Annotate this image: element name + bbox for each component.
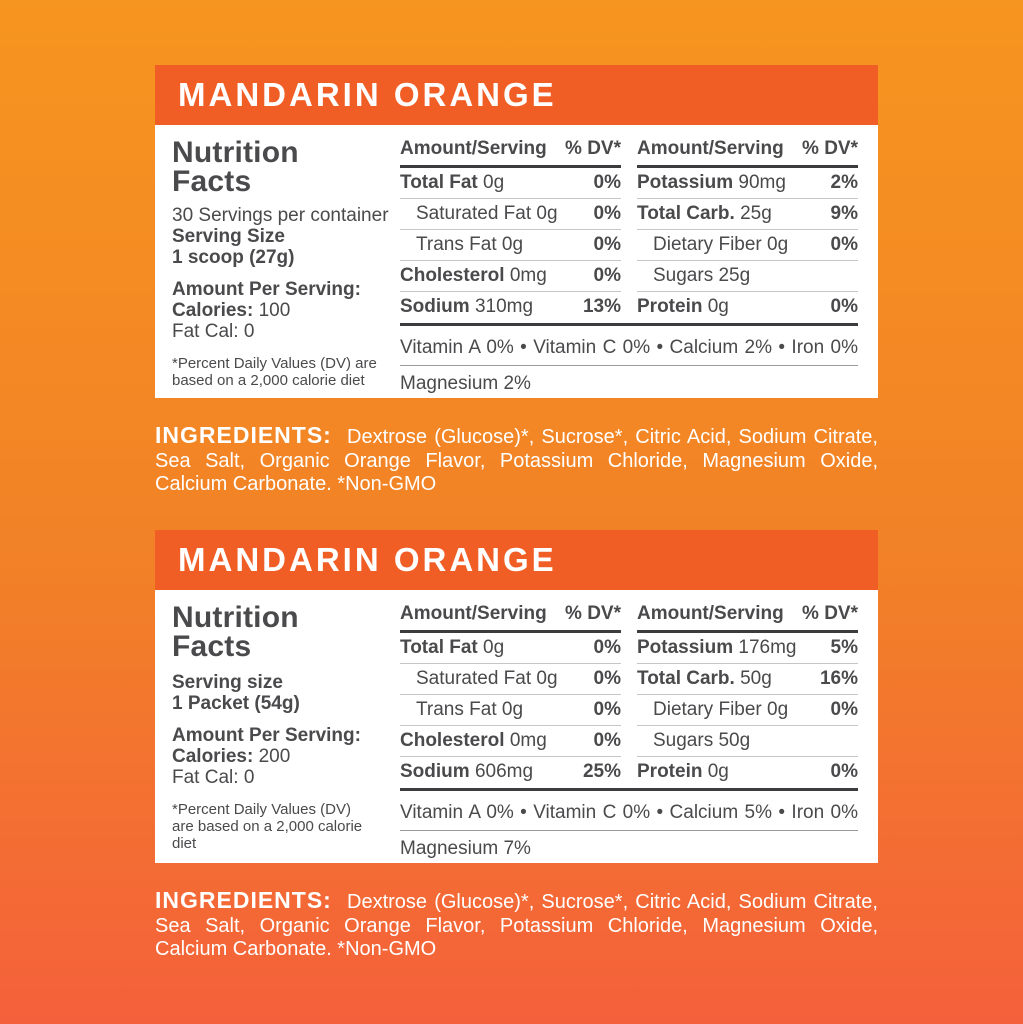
nutrient-name: Cholesterol	[400, 730, 505, 751]
servings-per-container: 30 Servings per container	[172, 205, 389, 226]
nutrient-name: Sodium	[400, 761, 470, 782]
nutrient-dv: 0%	[593, 730, 621, 751]
calories-label: Calories:	[172, 300, 254, 321]
nutrient-amount: 0g	[536, 203, 558, 224]
fact-row-total-fat	[400, 633, 621, 664]
nutrient-dv: 0%	[593, 172, 621, 193]
nutrient-amount: 50g	[718, 730, 751, 751]
nutrient-amount: 0g	[707, 296, 729, 317]
column-header-amount: Amount/Serving	[400, 603, 547, 624]
flavor-title: MANDARIN ORANGE	[178, 541, 557, 578]
nutrient-amount: 0g	[767, 234, 789, 255]
flavor-title: MANDARIN ORANGE	[178, 76, 557, 113]
column-header-dv: % DV*	[565, 603, 621, 624]
ingredients-label: INGREDIENTS:	[155, 422, 332, 448]
nutrient-dv: 0%	[830, 234, 858, 255]
fact-row-potassium	[637, 168, 858, 199]
fact-row-potassium	[637, 633, 858, 664]
nutrition-facts-heading-line1: Nutrition	[172, 136, 299, 169]
nutrient-name: Trans Fat	[416, 699, 497, 720]
nutrient-name: Sugars	[653, 730, 714, 751]
nutrient-dv: 0%	[593, 668, 621, 689]
nutrient-name: Sugars	[653, 265, 714, 286]
nutrition-facts-heading-line2: Facts	[172, 165, 252, 198]
nutrient-dv: 0%	[593, 234, 621, 255]
nutrient-amount: 25g	[718, 265, 751, 286]
column-header-amount: Amount/Serving	[637, 138, 784, 159]
nutrient-name: Protein	[637, 761, 703, 782]
fact-columns	[400, 603, 858, 788]
nutrition-facts-heading-line1: Nutrition	[172, 601, 299, 634]
nutrient-name: Potassium	[637, 637, 734, 658]
fact-row-sodium	[400, 757, 621, 788]
nutrition-facts-panel	[155, 125, 878, 398]
fact-row-cholesterol	[400, 261, 621, 292]
nutrient-name: Saturated Fat	[416, 668, 532, 689]
serving-size-label: Serving size	[172, 672, 283, 693]
magnesium-line: Magnesium 2%	[400, 373, 531, 394]
nutrient-amount: 0g	[707, 761, 729, 782]
nutrient-dv: 0%	[830, 761, 858, 782]
fact-column-2	[637, 138, 858, 323]
fact-row-dietary-fiber	[637, 695, 858, 726]
nutrient-amount: 0g	[501, 234, 524, 255]
nutrient-amount: 0g	[767, 699, 789, 720]
nutrient-name: Sodium	[400, 296, 470, 317]
column-header	[400, 603, 621, 633]
nutrition-facts-table	[400, 138, 858, 394]
nutrition-facts-heading	[172, 603, 400, 661]
ingredients-text: Dextrose (Glucose)*, Sucrose*, Citric Acid, Sodium Citrate, Sea Salt, Organic Orange Flavor, Potassium Chloride, Magnesium Oxide, Calcium Carbonate. *Non-GMO	[155, 891, 878, 960]
nutrient-amount: 0g	[536, 668, 558, 689]
serving-size-value: 1 scoop (27g)	[172, 247, 295, 268]
nutrient-dv: 0%	[830, 699, 858, 720]
fact-column-2	[637, 603, 858, 788]
nutrition-facts-heading	[172, 138, 400, 196]
fat-cal-value: 0	[243, 767, 255, 788]
label-block-scoop	[155, 65, 878, 497]
amount-per-serving-label: Amount Per Serving:	[172, 725, 361, 746]
column-header	[637, 138, 858, 168]
nutrient-amount: 0g	[483, 172, 505, 193]
nutrient-name: Dietary Fiber	[653, 699, 762, 720]
calories-line	[172, 746, 400, 767]
fact-row-sugars	[637, 261, 858, 292]
nutrient-name: Trans Fat	[416, 234, 497, 255]
fact-column-1	[400, 603, 621, 788]
nutrient-amount: 50g	[740, 668, 772, 689]
nutrient-dv: 0%	[593, 637, 621, 658]
column-header-amount: Amount/Serving	[400, 138, 547, 159]
fact-row-saturated-fat	[400, 664, 621, 695]
fact-row-cholesterol	[400, 726, 621, 757]
nutrient-dv: 0%	[593, 699, 621, 720]
nutrient-amount: 0g	[483, 637, 505, 658]
label-block-packet	[155, 530, 878, 962]
nutrient-dv: 0%	[593, 265, 621, 286]
nutrient-name: Dietary Fiber	[653, 234, 762, 255]
daily-values-footnote: *Percent Daily Values (DV) are based on a 2,000 calorie diet	[172, 355, 377, 389]
nutrient-amount: 0g	[501, 699, 524, 720]
nutrient-name: Total Fat	[400, 172, 478, 193]
nutrient-dv: 9%	[830, 203, 858, 224]
column-header	[637, 603, 858, 633]
fat-cal-line	[172, 767, 400, 788]
ingredients-text: Dextrose (Glucose)*, Sucrose*, Citric Acid, Sodium Citrate, Sea Salt, Organic Orange Flavor, Potassium Chloride, Magnesium Oxide, Calcium Carbonate. *Non-GMO	[155, 426, 878, 495]
nutrient-name: Cholesterol	[400, 265, 505, 286]
serving-size-value: 1 Packet (54g)	[172, 693, 300, 714]
fact-row-dietary-fiber	[637, 230, 858, 261]
nutrient-amount: 606mg	[474, 761, 534, 782]
column-header-dv: % DV*	[802, 138, 858, 159]
serving-size-label: Serving Size	[172, 226, 285, 247]
calories-value: 100	[258, 300, 291, 321]
fact-columns	[400, 138, 858, 323]
fat-cal-line	[172, 321, 400, 342]
nutrient-name: Total Carb.	[637, 668, 735, 689]
nutrition-facts-left-column	[172, 603, 400, 853]
column-header-dv: % DV*	[802, 603, 858, 624]
fact-row-trans-fat	[400, 230, 621, 261]
nutrient-amount: 90mg	[738, 172, 786, 193]
nutrient-dv: 0%	[593, 203, 621, 224]
ingredients-label: INGREDIENTS:	[155, 887, 332, 913]
nutrient-amount: 176mg	[738, 637, 797, 658]
nutrient-name: Saturated Fat	[416, 203, 532, 224]
amount-per-serving-label: Amount Per Serving:	[172, 279, 361, 300]
nutrient-dv: 2%	[830, 172, 858, 193]
fact-row-trans-fat	[400, 695, 621, 726]
calories-value: 200	[258, 746, 291, 767]
nutrient-amount: 310mg	[474, 296, 534, 317]
nutrition-facts-table	[400, 603, 858, 859]
column-header-amount: Amount/Serving	[637, 603, 784, 624]
fact-row-total-carb	[637, 199, 858, 230]
nutrient-amount: 0mg	[509, 730, 547, 751]
nutrient-dv: 0%	[830, 296, 858, 317]
nutrition-facts-panel	[155, 590, 878, 863]
column-header	[400, 138, 621, 168]
fact-row-protein	[637, 757, 858, 788]
daily-values-footnote: *Percent Daily Values (DV) are based on a 2,000 calorie diet	[172, 801, 363, 852]
calories-line	[172, 300, 400, 321]
nutrient-name: Total Fat	[400, 637, 478, 658]
column-header-dv: % DV*	[565, 138, 621, 159]
fact-row-total-fat	[400, 168, 621, 199]
ingredients-paragraph	[155, 424, 878, 497]
nutrient-amount: 0mg	[509, 265, 547, 286]
fact-row-protein	[637, 292, 858, 323]
nutrient-dv: 16%	[819, 668, 858, 689]
nutrient-amount: 25g	[740, 203, 772, 224]
fat-cal-label: Fat Cal:	[172, 767, 239, 788]
fact-row-total-carb	[637, 664, 858, 695]
nutrient-dv: 25%	[582, 761, 621, 782]
fact-row-sodium	[400, 292, 621, 323]
nutrient-dv: 13%	[582, 296, 621, 317]
nutrient-name: Total Carb.	[637, 203, 735, 224]
flavor-banner	[155, 530, 878, 590]
fact-row-sugars	[637, 726, 858, 757]
fact-row-saturated-fat	[400, 199, 621, 230]
nutrient-name: Protein	[637, 296, 703, 317]
vitamins-line: Vitamin A 0% • Vitamin C 0% • Calcium 5% • Iron 0%	[400, 791, 858, 831]
vitamins-line: Vitamin A 0% • Vitamin C 0% • Calcium 2% • Iron 0%	[400, 326, 858, 366]
nutrient-dv: 5%	[830, 637, 858, 658]
magnesium-line: Magnesium 7%	[400, 838, 531, 859]
nutrition-facts-left-column	[172, 138, 400, 388]
nutrient-name: Potassium	[637, 172, 734, 193]
nutrition-facts-heading-line2: Facts	[172, 630, 252, 663]
fact-column-1	[400, 138, 621, 323]
flavor-banner	[155, 65, 878, 125]
fat-cal-value: 0	[243, 321, 255, 342]
fat-cal-label: Fat Cal:	[172, 321, 239, 342]
calories-label: Calories:	[172, 746, 254, 767]
ingredients-paragraph	[155, 889, 878, 962]
